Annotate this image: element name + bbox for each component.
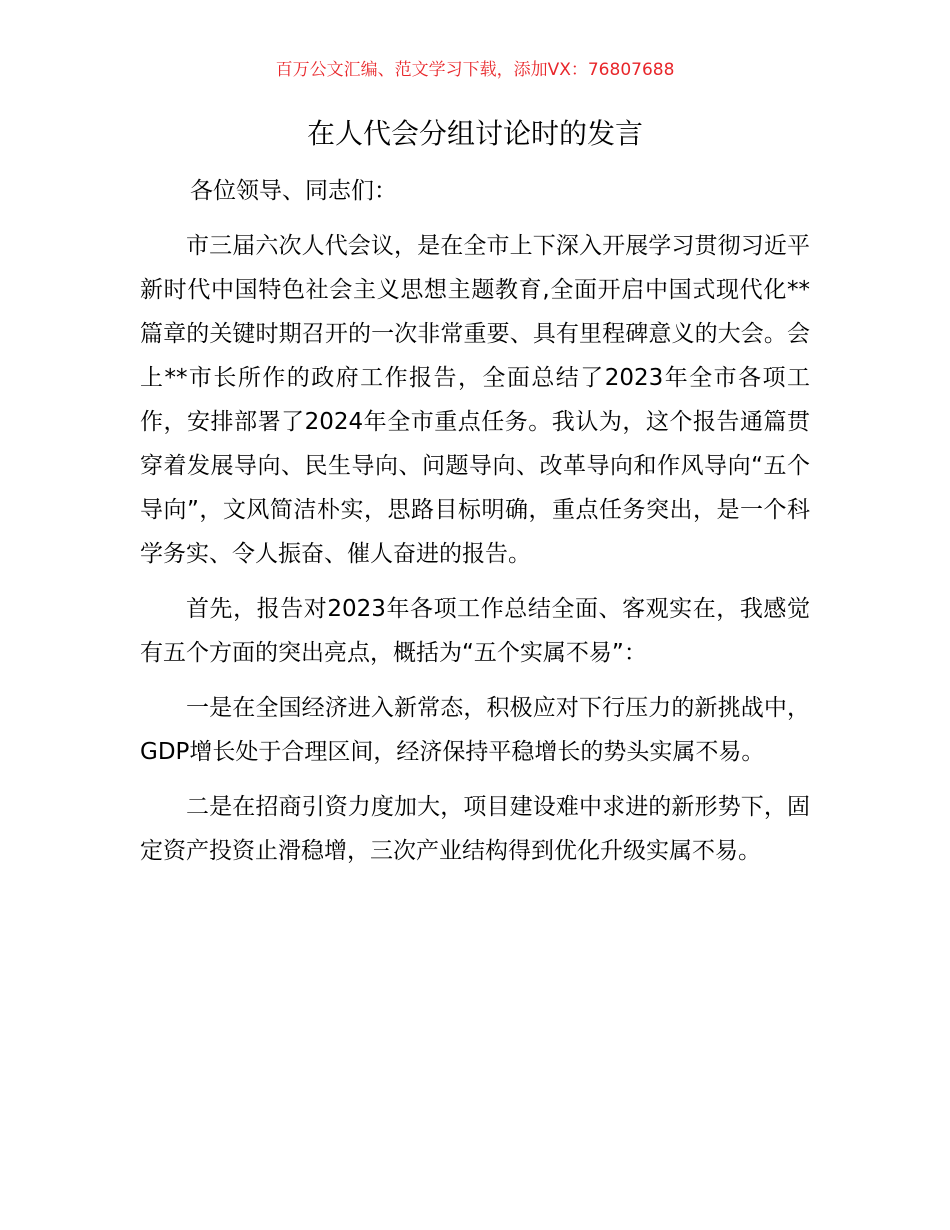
paragraph-intro: 市三届六次人代会议，是在全市上下深入开展学习贯彻习近平新时代中国特色社会主义思想主题教育,全面开启中国式现代化**篇章的关键时期召开的一次非常重要、具有里程碑意义的大会。会上**市长所作的政府工作报告，全面总结了2023年全市各项工作，安排部署了2024年全市重点任务。我认为，这个报告通篇贯穿着发展导向、民生导向、问题导向、改革导向和作风导向“五个导向”，文风简洁朴实，思路目标明确，重点任务突出，是一个科学务实、令人振奋、催人奋进的报告。	[140, 233, 810, 567]
paragraph-first: 首先，报告对2023年各项工作总结全面、客观实在，我感觉有五个方面的突出亮点，概括为“五个实属不易”：	[140, 596, 810, 666]
document-title: 在人代会分组讨论时的发言	[306, 117, 643, 150]
salutation: 各位领导、同志们：	[190, 178, 397, 204]
paragraph-point-two: 二是在招商引资力度加大，项目建设难中求进的新形势下，固定资产投资止滑稳增，三次产业结构得到优化升级实属不易。	[140, 794, 810, 864]
paragraph-point-one: 一是在全国经济进入新常态，积极应对下行压力的新挑战中，GDP增长处于合理区间，经济保持平稳增长的势头实属不易。	[140, 695, 810, 765]
header-note: 百万公文汇编、范文学习下载，添加VX：76807688	[275, 60, 675, 80]
document-body	[140, 224, 810, 884]
